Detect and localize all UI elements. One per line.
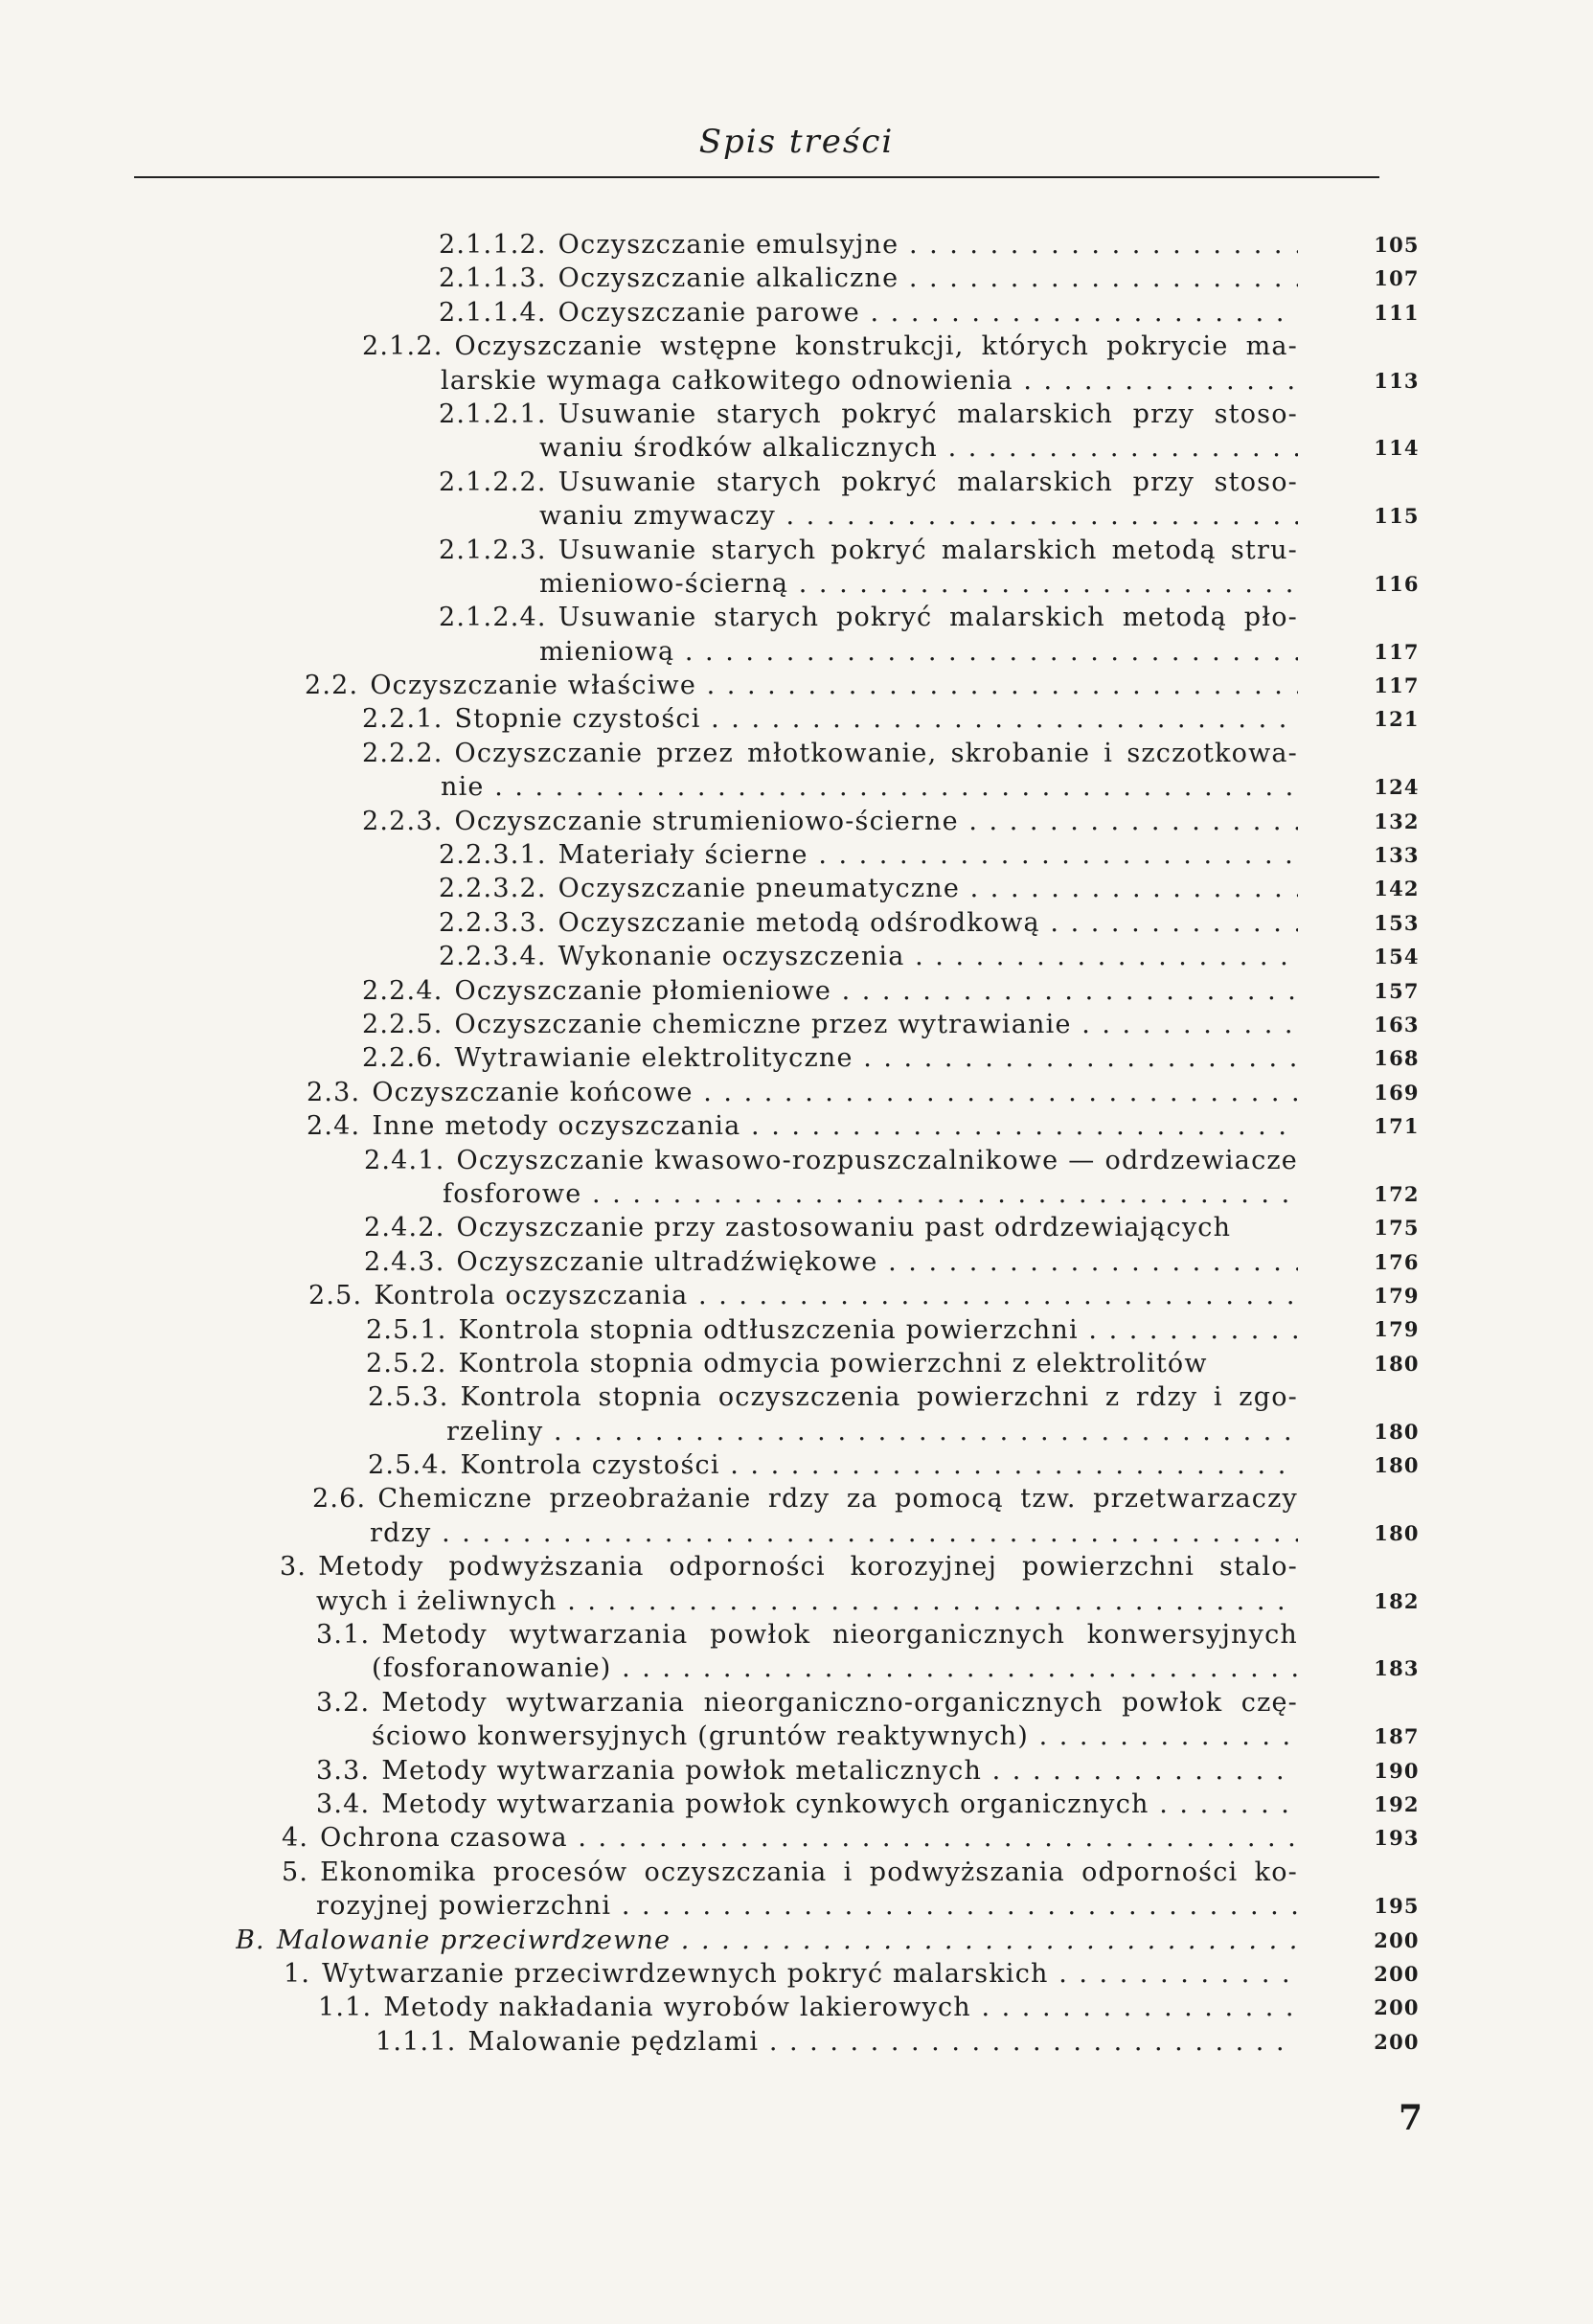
toc-text: Metody wytwarzania powłok cynkowych organicznych (381, 1789, 1149, 1819)
toc-page-number: 142 (1374, 877, 1420, 901)
toc-line (0, 228, 1593, 262)
toc-line (0, 1618, 1593, 1652)
toc-line (0, 1957, 1593, 1991)
toc-text: Oczyszczanie parowe (558, 297, 860, 328)
toc-number: 2.2.3.1. (439, 840, 547, 871)
toc-line (0, 1584, 1593, 1618)
toc-text: waniu zmywaczy (539, 501, 776, 532)
toc-entry (0, 1788, 1593, 1821)
toc-page-number: 113 (1374, 368, 1420, 393)
toc-page-number: 175 (1374, 1216, 1420, 1241)
toc-line (0, 1008, 1593, 1041)
toc-entry (0, 262, 1593, 295)
toc-line (0, 364, 1593, 398)
toc-number: 2.1.1.2. (439, 230, 547, 260)
toc-line (0, 1482, 1593, 1515)
toc-text: (fosforanowanie) (372, 1653, 612, 1684)
toc-text: Kontrola stopnia odmycia powierzchni z elektrolitów (458, 1348, 1208, 1378)
toc-page-number: 172 (1374, 1181, 1420, 1206)
toc-line (0, 1076, 1593, 1109)
toc-page-number: 183 (1374, 1656, 1420, 1681)
toc-text: Oczyszczanie przez młotkowanie, skrobanie i szczotkowa- (454, 738, 1298, 768)
toc-number: 1.1.1. (375, 2026, 457, 2057)
toc-line (0, 262, 1593, 295)
toc-number: 1. (284, 1958, 311, 1989)
toc-page-number: 117 (1374, 639, 1420, 664)
toc-entry (0, 534, 1593, 602)
toc-entry (0, 1856, 1593, 1924)
toc-text: Usuwanie starych pokryć malarskich metodą stru- (558, 535, 1298, 565)
table-of-contents (0, 228, 1593, 2059)
toc-text: Kontrola stopnia odtłuszczenia powierzchni (458, 1314, 1079, 1345)
toc-line (0, 1788, 1593, 1821)
toc-number: 2.4.2. (364, 1213, 445, 1243)
toc-page-number: 124 (1374, 775, 1420, 800)
toc-line (0, 635, 1593, 669)
toc-number: 2.4.1. (364, 1145, 445, 1175)
toc-line (0, 906, 1593, 940)
page-title: Spis treści (698, 123, 895, 161)
toc-line (0, 1720, 1593, 1753)
toc-page-number: 193 (1374, 1826, 1420, 1851)
toc-text: wych i żeliwnych (316, 1585, 558, 1616)
toc-text: Oczyszczanie alkaliczne (558, 263, 899, 294)
toc-page-number: 114 (1374, 436, 1420, 461)
toc-entry (0, 940, 1593, 973)
toc-line (0, 1347, 1593, 1380)
toc-page-number: 153 (1374, 910, 1420, 935)
toc-text: Wytrawianie elektrolityczne (454, 1043, 853, 1074)
toc-page-number: 179 (1374, 1284, 1420, 1309)
toc-text: Metody podwyższania odporności korozyjnej powierzchni stalo- (318, 1552, 1298, 1583)
toc-page-number: 115 (1374, 504, 1420, 529)
toc-entry (0, 702, 1593, 736)
header-rule (134, 176, 1379, 178)
toc-number: 1.1. (318, 1993, 373, 2023)
toc-line (0, 431, 1593, 465)
toc-page-number: 154 (1374, 945, 1420, 969)
toc-page-number: 190 (1374, 1758, 1420, 1783)
toc-page-number: 169 (1374, 1080, 1420, 1105)
toc-text: Usuwanie starych pokryć malarskich metodą pło- (558, 603, 1298, 633)
toc-text: Oczyszczanie płomieniowe (454, 975, 832, 1006)
toc-number: 3.1. (316, 1620, 371, 1651)
toc-entry (0, 398, 1593, 466)
toc-number: 2.2.1. (362, 704, 444, 735)
toc-text: Malowanie pędzlami (467, 2026, 760, 2057)
toc-number: 5. (282, 1857, 309, 1887)
toc-line (0, 466, 1593, 499)
toc-page-number: 117 (1374, 673, 1420, 698)
toc-number: 2.2.3.3. (439, 907, 547, 938)
toc-entry (0, 1821, 1593, 1855)
toc-line (0, 534, 1593, 567)
toc-entry (0, 669, 1593, 702)
toc-number: 2.1.1.3. (439, 263, 547, 294)
toc-number: 2.4. (307, 1111, 361, 1142)
toc-text: Kontrola oczyszczania (374, 1281, 689, 1311)
toc-entry (0, 805, 1593, 838)
toc-line (0, 1856, 1593, 1889)
toc-number: 2.2.6. (362, 1043, 444, 1074)
toc-entry (0, 1957, 1593, 1991)
toc-entry (0, 228, 1593, 262)
toc-line (0, 567, 1593, 601)
toc-page-number: 107 (1374, 266, 1420, 291)
toc-line (0, 974, 1593, 1008)
toc-number: 2.1.2.3. (439, 535, 547, 565)
toc-line (0, 1041, 1593, 1075)
toc-line (0, 1550, 1593, 1584)
toc-line (0, 1109, 1593, 1143)
toc-line (0, 838, 1593, 872)
toc-number: 2.5.1. (366, 1314, 447, 1345)
toc-page-number: 200 (1374, 1927, 1420, 1952)
toc-page-number: 111 (1374, 300, 1420, 325)
toc-number: 2.2.4. (362, 975, 444, 1006)
toc-number: 2.4.3. (364, 1246, 445, 1277)
toc-page-number: 105 (1374, 232, 1420, 257)
toc-entry (0, 1686, 1593, 1754)
toc-text: Oczyszczanie pneumatyczne (558, 874, 961, 904)
toc-text: Chemiczne przeobrażanie rdzy za pomocą tzw. przetwarzaczy (377, 1484, 1298, 1515)
toc-text: Oczyszczanie chemiczne przez wytrawianie (454, 1009, 1072, 1039)
toc-line (0, 669, 1593, 702)
toc-entry (0, 1448, 1593, 1482)
toc-entry (0, 330, 1593, 398)
toc-page-number: 192 (1374, 1791, 1420, 1816)
toc-text: Materiały ścierne (558, 840, 808, 871)
toc-line (0, 499, 1593, 533)
toc-entry (0, 1380, 1593, 1448)
toc-text: Stopnie czystości (454, 704, 701, 735)
toc-number: 3.2. (316, 1687, 371, 1718)
toc-page-number: 171 (1374, 1114, 1420, 1139)
toc-text: Ekonomika procesów oczyszczania i podwyższania odporności ko- (320, 1857, 1298, 1887)
toc-line (0, 1144, 1593, 1177)
toc-line (0, 1177, 1593, 1211)
toc-line (0, 1380, 1593, 1414)
toc-entry (0, 974, 1593, 1008)
toc-text: Oczyszczanie końcowe (372, 1077, 694, 1107)
toc-entry (0, 906, 1593, 940)
toc-entry (0, 1313, 1593, 1347)
toc-text: Ochrona czasowa (320, 1823, 568, 1854)
toc-number: 4. (282, 1823, 309, 1854)
toc-text: Oczyszczanie przy zastosowaniu past odrdzewiających (456, 1213, 1232, 1243)
toc-line (0, 1313, 1593, 1347)
toc-text: Usuwanie starych pokryć malarskich przy stoso- (558, 467, 1298, 497)
toc-page-number: 180 (1374, 1453, 1420, 1478)
toc-text: Oczyszczanie kwasowo-rozpuszczalnikowe — odrdzewiacze (456, 1145, 1298, 1175)
toc-line (0, 1245, 1593, 1279)
toc-number: 2.5. (308, 1281, 363, 1311)
toc-page-number: 179 (1374, 1317, 1420, 1342)
toc-entry (0, 2025, 1593, 2059)
toc-number: 2.5.3. (368, 1382, 449, 1413)
toc-line (0, 1448, 1593, 1482)
toc-number: 2.1.2.1. (439, 399, 547, 429)
toc-number: 2.5.4. (368, 1450, 449, 1481)
toc-page-number: 121 (1374, 707, 1420, 732)
page-number: 7 (1399, 2098, 1423, 2138)
toc-number: 2.6. (312, 1484, 367, 1515)
toc-number: 3.4. (316, 1789, 371, 1819)
toc-text: Metody nakładania wyrobów lakierowych (383, 1993, 971, 2023)
toc-page-number: 195 (1374, 1894, 1420, 1919)
toc-text: Wytwarzanie przeciwrdzewnych pokryć malarskich (322, 1958, 1049, 1989)
toc-entry (0, 1245, 1593, 1279)
toc-text: ściowo konwersyjnych (gruntów reaktywnych) (372, 1721, 1029, 1752)
toc-page-number: 200 (1374, 1961, 1420, 1986)
toc-entry (0, 466, 1593, 534)
toc-line (0, 1279, 1593, 1312)
toc-number: 2.3. (307, 1077, 361, 1107)
toc-line (0, 2025, 1593, 2059)
toc-text: Wykonanie oczyszczenia (558, 942, 905, 972)
toc-entry (0, 1550, 1593, 1618)
toc-number: 2.2.3.2. (439, 874, 547, 904)
toc-line (0, 1889, 1593, 1923)
toc-page-number: 180 (1374, 1520, 1420, 1545)
toc-entry (0, 1924, 1593, 1957)
toc-line (0, 398, 1593, 431)
toc-entry (0, 601, 1593, 669)
toc-line (0, 1516, 1593, 1550)
toc-line (0, 1652, 1593, 1685)
toc-entry (0, 1618, 1593, 1686)
toc-page-number: 187 (1374, 1724, 1420, 1749)
toc-text: nie (441, 772, 485, 803)
toc-number: 2.5.2. (366, 1348, 447, 1378)
toc-number: 3. (280, 1552, 307, 1583)
toc-text: Metody wytwarzania powłok nieorganicznych konwersyjnych (381, 1620, 1298, 1651)
toc-entry (0, 872, 1593, 905)
toc-entry (0, 1754, 1593, 1788)
toc-number: 2.2.2. (362, 738, 444, 768)
toc-text: Inne metody oczyszczania (372, 1111, 741, 1142)
toc-number: 2.1.2.2. (439, 467, 547, 497)
toc-line (0, 1924, 1593, 1957)
toc-text: rzeliny (446, 1416, 544, 1447)
toc-line (0, 330, 1593, 363)
toc-line (0, 1211, 1593, 1244)
toc-number: 2.1.2. (362, 331, 444, 362)
toc-entry (0, 1041, 1593, 1075)
toc-text: Oczyszczanie właściwe (370, 671, 697, 701)
toc-number: 3.3. (316, 1755, 371, 1786)
toc-entry (0, 1211, 1593, 1244)
toc-line (0, 805, 1593, 838)
toc-text: rozyjnej powierzchni (316, 1891, 612, 1922)
toc-entry (0, 1347, 1593, 1380)
toc-entry (0, 838, 1593, 872)
toc-line (0, 702, 1593, 736)
toc-page-number: 176 (1374, 1249, 1420, 1274)
toc-page-number: 132 (1374, 809, 1420, 833)
toc-text: larskie wymaga całkowitego odnowienia (441, 365, 1013, 396)
toc-text: Oczyszczanie strumieniowo-ścierne (454, 806, 959, 836)
toc-page-number: 133 (1374, 843, 1420, 868)
toc-text: Metody wytwarzania nieorganiczno-organicznych powłok czę- (381, 1687, 1298, 1718)
toc-text: Oczyszczanie wstępne konstrukcji, których pokrycie ma- (454, 331, 1298, 362)
toc-entry (0, 1279, 1593, 1312)
toc-entry (0, 737, 1593, 805)
toc-text: Oczyszczanie emulsyjne (558, 230, 899, 260)
toc-number: 2.2.5. (362, 1009, 444, 1039)
toc-number: 2.2.3. (362, 806, 444, 836)
toc-text: rdzy (370, 1517, 432, 1548)
toc-text: Malowanie przeciwrdzewne (276, 1925, 671, 1955)
toc-page-number: 200 (1374, 1995, 1420, 2020)
toc-page-number: 182 (1374, 1588, 1420, 1613)
toc-entry (0, 296, 1593, 330)
toc-entry (0, 1109, 1593, 1143)
toc-line (0, 770, 1593, 804)
toc-text: Usuwanie starych pokryć malarskich przy stoso- (558, 399, 1298, 429)
toc-page-number: 157 (1374, 978, 1420, 1003)
toc-line (0, 940, 1593, 973)
toc-number: 2.2.3.4. (439, 942, 547, 972)
toc-line (0, 872, 1593, 905)
toc-page-number: 168 (1374, 1046, 1420, 1071)
toc-entry (0, 1076, 1593, 1109)
toc-line (0, 737, 1593, 770)
toc-number: 2.1.2.4. (439, 603, 547, 633)
toc-line (0, 1754, 1593, 1788)
toc-number: 2.1.1.4. (439, 297, 547, 328)
toc-text: mieniowo-ścierną (539, 568, 789, 599)
toc-line (0, 1415, 1593, 1448)
toc-line (0, 1991, 1593, 2024)
toc-text: Metody wytwarzania powłok metalicznych (381, 1755, 983, 1786)
toc-line (0, 601, 1593, 634)
toc-line (0, 296, 1593, 330)
toc-page-number: 180 (1374, 1419, 1420, 1444)
toc-text: Oczyszczanie metodą odśrodkową (558, 907, 1040, 938)
toc-text: waniu środków alkalicznych (539, 433, 938, 464)
toc-entry (0, 1482, 1593, 1550)
toc-page-number: 200 (1374, 2029, 1420, 2054)
toc-number: B. (236, 1925, 265, 1955)
toc-text: Oczyszczanie ultradźwiękowe (456, 1246, 878, 1277)
toc-text: Kontrola stopnia oczyszczenia powierzchni z rdzy i zgo- (460, 1382, 1298, 1413)
toc-text: fosforowe (443, 1178, 582, 1209)
toc-text: Kontrola czystości (460, 1450, 720, 1481)
toc-entry (0, 1008, 1593, 1041)
toc-number: 2.2. (305, 671, 359, 701)
toc-page-number: 116 (1374, 571, 1420, 596)
toc-page-number: 163 (1374, 1012, 1420, 1037)
toc-line (0, 1821, 1593, 1855)
toc-entry (0, 1144, 1593, 1212)
toc-text: mieniową (539, 636, 675, 667)
toc-page-number: 180 (1374, 1351, 1420, 1376)
toc-entry (0, 1991, 1593, 2024)
toc-line (0, 1686, 1593, 1720)
